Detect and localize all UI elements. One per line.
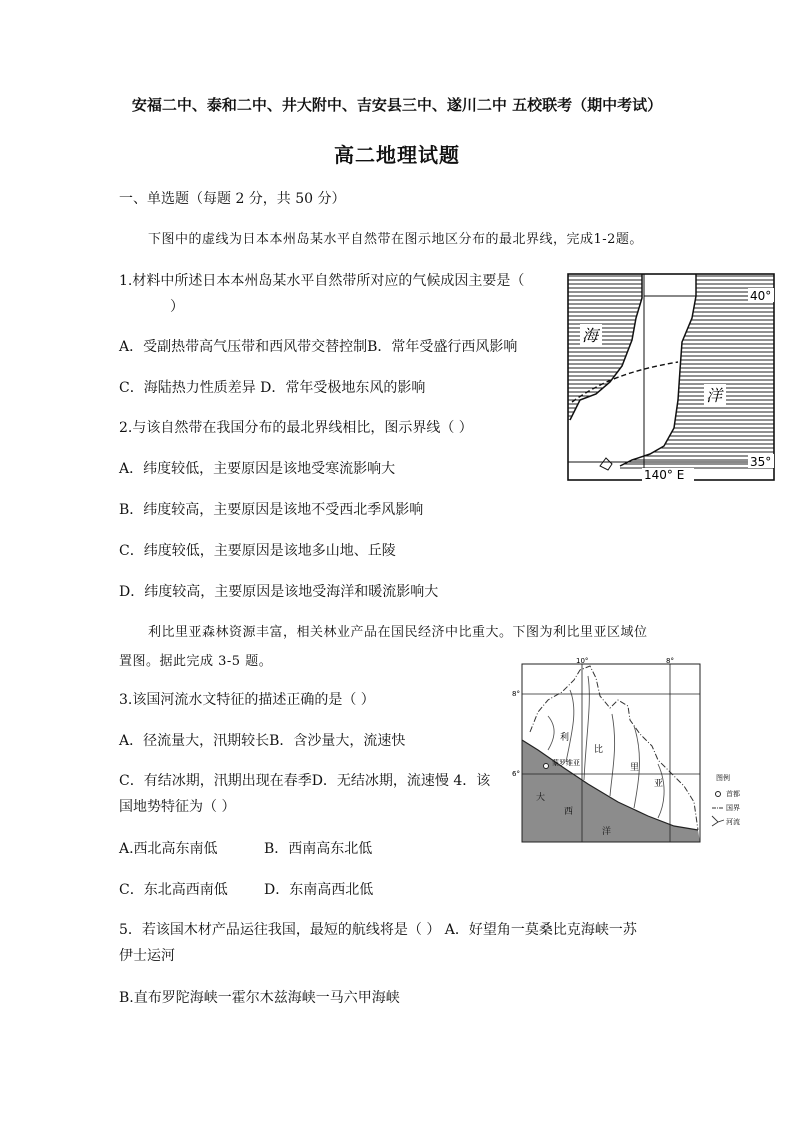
q3-option-cd: C．有结冰期，汛期出现在春季D．无结冰期，流速慢 4．该 [119, 773, 491, 789]
label-da: 大 [536, 793, 546, 803]
question-1: 1.材料中所述日本本州岛某水平自然带所对应的气候成因主要是（ [119, 273, 525, 289]
question-5: 5．若该国木材产品运往我国，最短的航线将是（ ） A．好望角一莫桑比克海峡一苏 [119, 922, 637, 938]
question-1-cont: ） [170, 299, 184, 315]
q4-option-d: D．东南高西北低 [264, 882, 374, 898]
label-yang: 洋 [602, 827, 612, 837]
intro-2-line2: 置图。据此完成 3-5 题。 [119, 654, 273, 669]
label-lon-8: 8° [666, 657, 674, 665]
section-heading: 一、单选题（每题 2 分，共 50 分） [119, 191, 346, 207]
q2-option-d: D．纬度较高，主要原因是该地受海洋和暖流影响大 [119, 584, 439, 600]
q3-option-ab: A．径流量大，汛期较长B．含沙量大，流速快 [119, 733, 406, 749]
label-lon-10: 10° [576, 657, 589, 665]
question-5-cont: 伊士运河 [119, 948, 175, 964]
q4-option-a: A.西北高东南低 [119, 841, 218, 857]
legend-capital-label: 首都 [726, 790, 740, 798]
q1-option-cd: C．海陆热力性质差异 D．常年受极地东风的影响 [119, 380, 426, 396]
label-lon-140: 140° E [644, 468, 685, 482]
liberia-map [508, 656, 754, 848]
label-lat-6: 6° [512, 770, 520, 778]
label-lat-8: 8° [512, 690, 520, 698]
honshu-map [560, 270, 780, 486]
label-li: 利 [560, 733, 570, 743]
label-xi: 西 [564, 807, 574, 817]
question-2: 2.与该自然带在我国分布的最北界线相比，图示界线（ ） [119, 420, 473, 436]
question-3: 3.该国河流水文特征的描述正确的是（ ） [119, 692, 375, 708]
q1-option-ab: A．受副热带高气压带和西风带交替控制B．常年受盛行西风影响 [119, 339, 518, 355]
label-bi: 比 [594, 745, 604, 755]
label-lat-40: 40° [750, 289, 772, 303]
exam-header: 安福二中、泰和二中、井大附中、吉安县三中、遂川二中 五校联考（期中考试） [131, 96, 663, 114]
label-sea: 海 [582, 326, 599, 345]
q2-option-a: A．纬度较低，主要原因是该地受寒流影响大 [119, 461, 396, 477]
legend-river-label: 河流 [726, 818, 740, 826]
label-lat-35: 35° [750, 455, 772, 469]
q4-option-b: B．西南高东北低 [264, 841, 373, 857]
intro-1: 下图中的虚线为日本本州岛某水平自然带在图示地区分布的最北界线，完成1-2题。 [148, 232, 643, 247]
question-4: 国地势特征为（ ） [119, 799, 236, 815]
legend-capital-icon [716, 792, 721, 797]
label-li2: 里 [630, 763, 640, 773]
exam-title: 高二地理试题 [334, 143, 460, 167]
label-ocean: 洋 [706, 386, 723, 405]
intro-2-line1: 利比里亚森林资源丰富，相关林业产品在国民经济中比重大。下图为利比里亚区域位 [148, 625, 648, 640]
legend-border-label: 国界 [726, 804, 740, 812]
legend-title: 图例 [716, 774, 730, 782]
q2-option-b: B．纬度较高，主要原因是该地不受西北季风影响 [119, 502, 424, 518]
q2-option-c: C．纬度较低，主要原因是该地多山地、丘陵 [119, 543, 396, 559]
label-capital: 蒙罗维亚 [552, 759, 580, 767]
q4-option-c: C．东北高西南低 [119, 882, 228, 898]
label-ya: 亚 [654, 779, 664, 789]
q5-option-b: B.直布罗陀海峡一霍尔木兹海峡一马六甲海峡 [119, 990, 400, 1006]
capital-marker-icon [544, 764, 549, 769]
